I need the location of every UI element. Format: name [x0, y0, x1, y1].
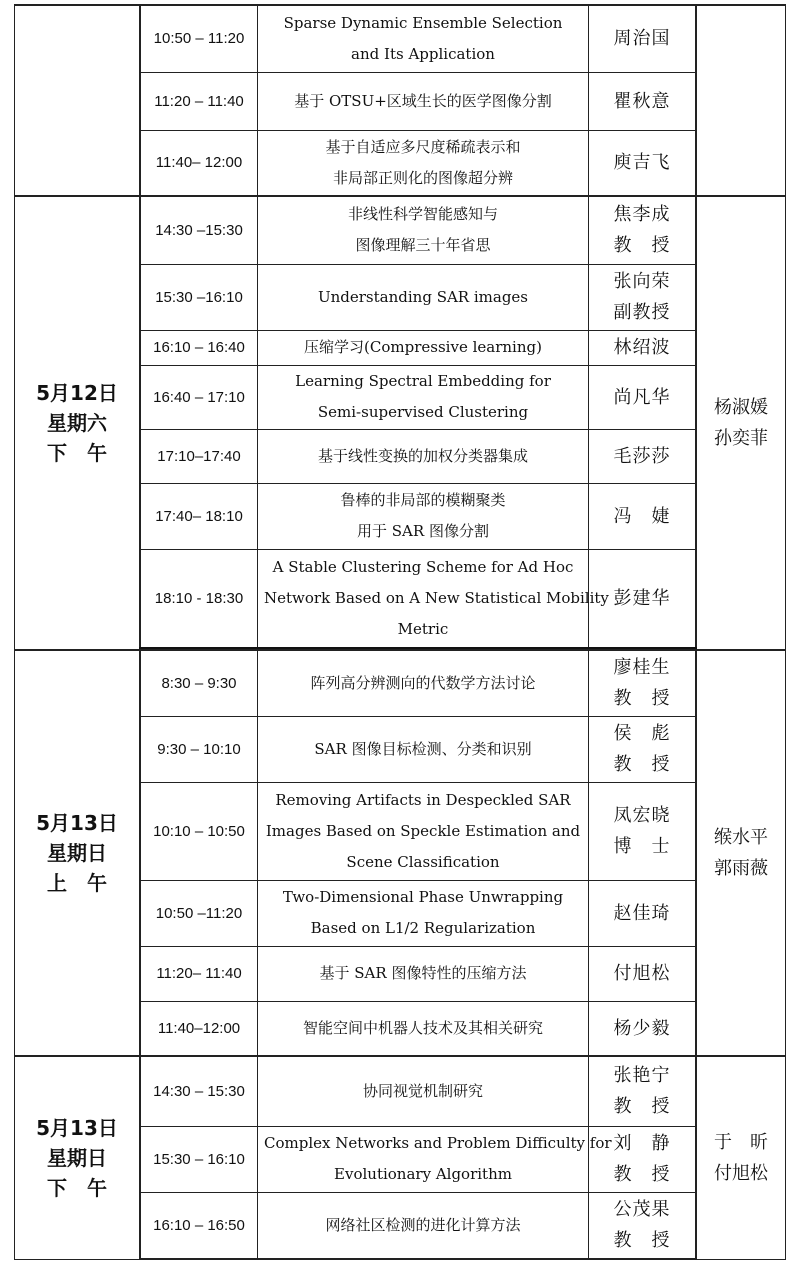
talk-title-cell	[258, 549, 609, 649]
text-line: 庾吉飞	[613, 152, 671, 174]
text-line: 副教授	[613, 302, 671, 323]
text-line: 付旭松	[714, 1162, 768, 1184]
time-cell: 11:20 – 11:40	[140, 72, 258, 130]
text-line: 星期日	[47, 841, 107, 865]
talk-title-cell	[258, 483, 589, 549]
text-line: Network Based on A New Statistical Mobility	[264, 588, 609, 607]
text-line: 凤宏晓	[613, 805, 671, 826]
talk-title-cell	[258, 264, 589, 330]
text-line: 博 士	[613, 836, 671, 857]
time-cell: 14:30 – 15:30	[140, 1056, 258, 1126]
talk-title-cell	[258, 1126, 612, 1192]
text-line: A Stable Clustering Scheme for Ad Hoc	[272, 557, 574, 576]
text-line: 张向荣	[613, 271, 671, 292]
text-line: 上 午	[47, 871, 107, 895]
text-line: 杨少毅	[613, 1017, 671, 1039]
text-line: 教 授	[613, 1230, 671, 1252]
text-line: 阵列高分辨测向的代数学方法讨论	[310, 673, 536, 692]
talk-title-cell	[258, 429, 589, 483]
talk-title-cell	[258, 5, 589, 72]
text-line: 鲁棒的非局部的模糊聚类	[340, 491, 506, 509]
text-line: 赵佳琦	[613, 902, 671, 924]
talk-title-cell	[258, 130, 589, 196]
chair-cell	[696, 196, 786, 649]
speaker-cell	[589, 483, 697, 549]
text-line: 毛莎莎	[613, 445, 671, 467]
text-line: 公茂果	[613, 1199, 671, 1221]
talk-title-cell	[258, 330, 589, 365]
text-line: Scene Classification	[346, 852, 500, 871]
time-cell: 11:40–12:00	[140, 1001, 258, 1056]
text-line: Semi-supervised Clustering	[317, 403, 529, 421]
text-line: Sparse Dynamic Ensemble Selection	[283, 13, 563, 32]
speaker-cell	[589, 650, 697, 716]
text-line: Metric	[397, 619, 449, 638]
talk-title-cell	[258, 880, 589, 946]
text-line: 孙奕菲	[714, 427, 768, 449]
table-row	[15, 196, 786, 264]
text-line: 协同视觉机制研究	[362, 1081, 483, 1100]
talk-title-cell	[258, 196, 589, 264]
speaker-cell	[589, 716, 697, 782]
schedule-table-part-2	[14, 649, 786, 1260]
schedule-table-part-1	[14, 4, 786, 651]
text-line: 瞿秋意	[613, 90, 671, 112]
time-cell: 17:10–17:40	[140, 429, 258, 483]
time-cell: 8:30 – 9:30	[140, 650, 258, 716]
text-line: SAR 图像目标检测、分类和识别	[314, 739, 532, 758]
text-line: 教 授	[613, 1164, 671, 1185]
text-line: 郭雨薇	[714, 858, 768, 879]
text-line: 侯 彪	[613, 723, 671, 744]
text-line: 5月12日	[36, 380, 118, 405]
text-line: Complex Networks and Problem Difficulty for	[264, 1134, 612, 1152]
speaker-cell	[589, 330, 697, 365]
time-cell: 10:50 – 11:20	[140, 5, 258, 72]
text-line: 付旭松	[613, 963, 671, 984]
speaker-cell	[589, 429, 697, 483]
time-cell: 18:10 - 18:30	[140, 549, 258, 649]
text-line: 林绍波	[613, 337, 671, 358]
time-cell: 11:20– 11:40	[140, 946, 258, 1001]
text-line: 周治国	[613, 28, 671, 50]
text-line: Two-Dimensional Phase Unwrapping	[282, 888, 564, 906]
text-line: 基于线性变换的加权分类器集成	[317, 446, 528, 465]
text-line: 图像理解三十年省思	[355, 236, 491, 255]
text-line: 基于 SAR 图像特性的压缩方法	[319, 964, 527, 982]
time-cell: 17:40– 18:10	[140, 483, 258, 549]
table-row	[15, 5, 786, 72]
text-line: Based on L1/2 Regularization	[310, 919, 536, 937]
time-cell: 14:30 –15:30	[140, 196, 258, 264]
chair-cell	[696, 650, 786, 1056]
time-cell: 11:40– 12:00	[140, 130, 258, 196]
speaker-cell	[589, 1192, 697, 1259]
speaker-cell	[589, 946, 697, 1001]
text-line: 刘 静	[613, 1133, 671, 1154]
time-cell: 16:40 – 17:10	[140, 365, 258, 429]
text-line: 基于 OTSU+区域生长的医学图像分割	[294, 91, 552, 110]
speaker-cell	[589, 72, 697, 130]
time-cell: 15:30 –16:10	[140, 264, 258, 330]
text-line: 于 昕	[714, 1131, 768, 1153]
text-line: 下 午	[47, 440, 107, 465]
day-cell	[15, 1056, 141, 1259]
speaker-cell	[589, 264, 697, 330]
text-line: 冯 婕	[613, 505, 671, 527]
talk-title-cell	[258, 946, 589, 1001]
time-cell: 10:50 –11:20	[140, 880, 258, 946]
text-line: 廖桂生	[613, 657, 671, 679]
table-row	[15, 650, 786, 716]
text-line: 基于自适应多尺度稀疏表示和	[325, 137, 521, 156]
text-line: Understanding SAR images	[317, 287, 529, 306]
day-cell	[15, 196, 141, 649]
text-line: 用于 SAR 图像分割	[357, 522, 489, 540]
text-line: 教 授	[613, 235, 671, 257]
time-cell: 10:10 – 10:50	[140, 782, 258, 880]
talk-title-cell	[258, 782, 589, 880]
talk-title-cell	[258, 72, 589, 130]
day-cell	[15, 5, 141, 196]
table-row	[15, 1056, 786, 1126]
speaker-cell	[589, 1056, 697, 1126]
text-line: 下 午	[47, 1175, 107, 1200]
text-line: 非局部正则化的图像超分辨	[332, 168, 513, 187]
text-line: 教 授	[613, 1096, 671, 1118]
speaker-cell	[589, 5, 697, 72]
time-cell: 9:30 – 10:10	[140, 716, 258, 782]
text-line: 网络社区检测的进化计算方法	[325, 1215, 521, 1234]
text-line: 教 授	[613, 754, 671, 775]
text-line: 张艳宁	[613, 1065, 671, 1087]
talk-title-cell	[258, 650, 589, 716]
talk-title-cell	[258, 716, 589, 782]
text-line: 压缩学习(Compressive learning)	[304, 338, 542, 356]
time-cell: 16:10 – 16:40	[140, 330, 258, 365]
text-line: 5月13日	[36, 1115, 118, 1140]
text-line: 教 授	[613, 688, 671, 710]
text-line: 杨淑媛	[714, 396, 768, 418]
speaker-cell	[589, 365, 697, 429]
chair-cell	[696, 1056, 786, 1259]
text-line: 缑水平	[714, 827, 768, 848]
text-line: Images Based on Speckle Estimation and	[265, 821, 581, 840]
text-line: and Its Application	[351, 44, 495, 63]
chair-cell	[696, 5, 786, 196]
talk-title-cell	[258, 365, 589, 429]
text-line: 非线性科学智能感知与	[347, 205, 498, 224]
speaker-cell	[589, 196, 697, 264]
talk-title-cell	[258, 1001, 589, 1056]
text-line: Removing Artifacts in Despeckled SAR	[275, 790, 571, 809]
speaker-cell	[589, 782, 697, 880]
speaker-cell	[589, 1001, 697, 1056]
day-cell	[15, 650, 141, 1056]
text-line: 星期日	[47, 1145, 107, 1170]
text-line: 星期六	[47, 410, 107, 435]
text-line: Evolutionary Algorithm	[334, 1165, 512, 1183]
time-cell: 15:30 – 16:10	[140, 1126, 258, 1192]
text-line: 焦李成	[613, 204, 671, 226]
text-line: 5月13日	[36, 811, 118, 835]
speaker-cell	[589, 880, 697, 946]
text-line: 彭建华	[613, 587, 671, 609]
speaker-cell	[589, 130, 697, 196]
talk-title-cell	[258, 1192, 589, 1259]
text-line: 智能空间中机器人技术及其相关研究	[302, 1018, 543, 1037]
text-line: Learning Spectral Embedding for	[295, 372, 551, 390]
time-cell: 16:10 – 16:50	[140, 1192, 258, 1259]
text-line: 尚凡华	[613, 386, 671, 408]
talk-title-cell	[258, 1056, 589, 1126]
